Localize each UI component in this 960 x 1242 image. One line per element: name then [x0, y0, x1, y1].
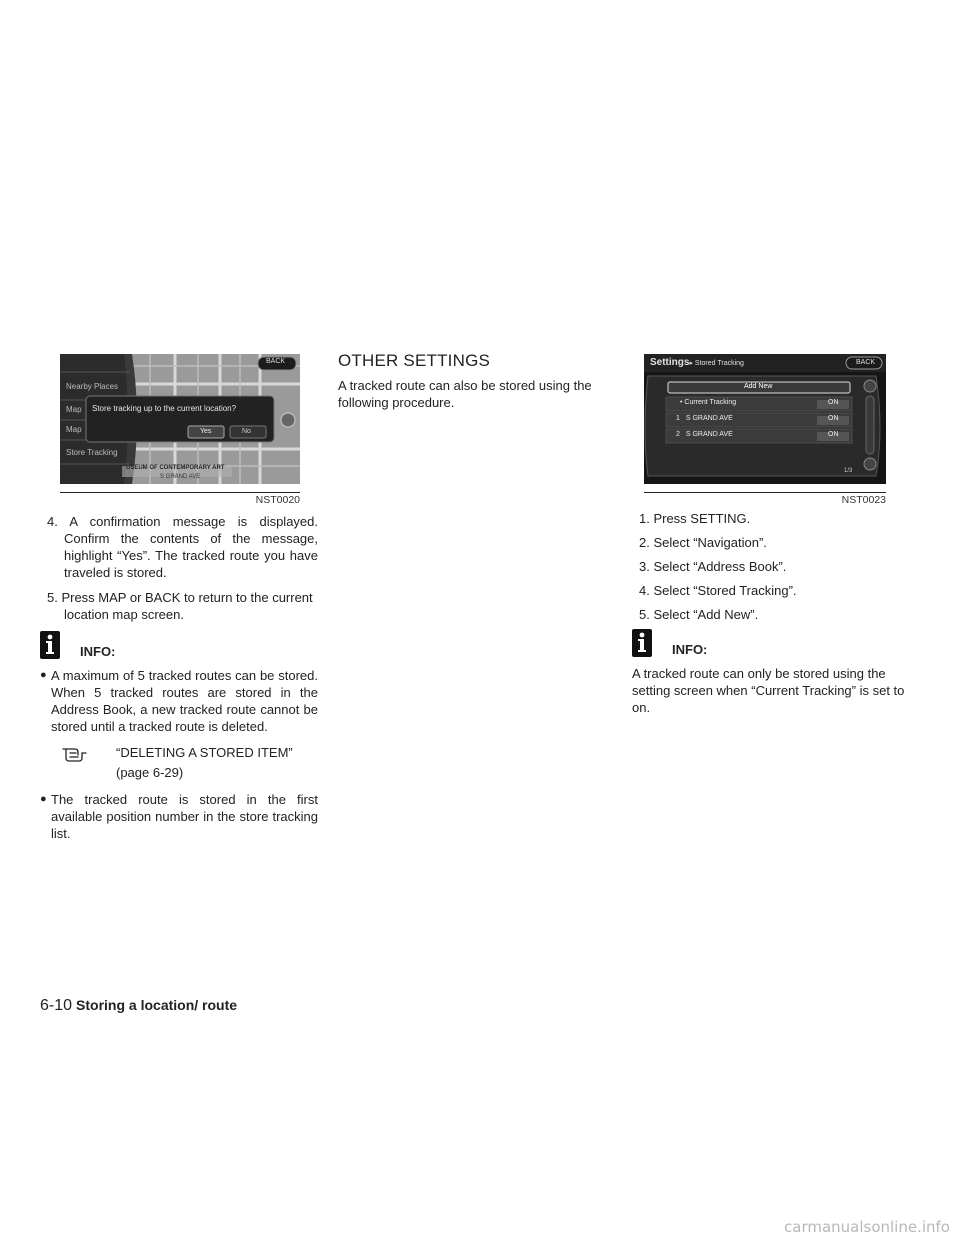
ref-page: (page 6-29)	[116, 765, 184, 780]
stored-row[interactable]	[676, 399, 856, 406]
procedure-step: 2. Select “Navigation”.	[639, 535, 767, 550]
info-bullet	[40, 667, 318, 735]
procedure-step: 4. Select “Stored Tracking”.	[639, 583, 797, 598]
settings-title	[650, 357, 744, 368]
dialog-no-button[interactable]: No	[242, 428, 251, 435]
ref-title: “DELETING A STORED ITEM”	[116, 745, 293, 760]
map-street-label: S GRAND AVE	[160, 474, 201, 480]
watermark: carmanualsonline.info	[784, 1218, 950, 1236]
map-poi-label: USEUM OF CONTEMPORARY ART	[126, 465, 225, 471]
settings-subtitle: ▸ Stored Tracking	[689, 360, 744, 367]
middle-column	[338, 352, 614, 411]
figure-stored-tracking-screen	[644, 354, 886, 484]
ref-text	[116, 743, 293, 783]
bullet-icon: ●	[40, 793, 47, 805]
row-label: • Current Tracking	[680, 399, 737, 406]
right-column	[632, 510, 910, 716]
procedure-step: 5. Select “Add New”.	[639, 607, 759, 622]
row-toggle[interactable]: ON	[828, 415, 839, 422]
info-text: A tracked route can only be stored using the setting screen when “Current Tracking” is set to on.	[632, 666, 905, 715]
section-heading: OTHER SETTINGS	[338, 351, 491, 370]
stored-row[interactable]	[676, 415, 856, 422]
info-label: INFO:	[672, 642, 708, 657]
dialog-message: Store tracking up to the current location?	[92, 404, 237, 413]
section-intro: A tracked route can also be stored using the following procedure.	[338, 378, 592, 410]
map-menu-item[interactable]: Map	[66, 405, 82, 414]
left-column	[40, 513, 318, 850]
row-label: S GRAND AVE	[685, 431, 733, 438]
step-5: 5. Press MAP or BACK to return to the current location map screen.	[47, 590, 313, 622]
info-heading	[40, 631, 318, 661]
figure-caption: NST0020	[60, 492, 300, 506]
bullet-icon: ●	[40, 669, 47, 681]
info-bullet	[40, 791, 318, 842]
page-footer	[40, 997, 237, 1015]
bullet-text: A maximum of 5 tracked routes can be stored. When 5 tracked routes are stored in the Address Book, a new tracked route cannot be stored until a tracked route is deleted.	[51, 668, 318, 734]
figure-store-tracking-dialog	[60, 354, 300, 484]
map-menu-item[interactable]: Nearby Places	[66, 382, 119, 391]
page-indicator: 1/3	[844, 468, 853, 474]
figure-caption: NST0023	[644, 492, 886, 506]
row-number: 2	[676, 431, 680, 438]
procedure-step: 3. Select “Address Book”.	[639, 559, 787, 574]
chapter-title: Storing a location/ route	[76, 997, 238, 1013]
row-label: S GRAND AVE	[685, 415, 733, 422]
step-4: 4. A confirmation message is displayed. Confirm the contents of the message, highlight “Yes”. The tracked route you have traveled is stored.	[47, 514, 318, 580]
row-toggle[interactable]: ON	[828, 431, 839, 438]
info-icon	[632, 629, 652, 657]
settings-title-text: Settings	[650, 357, 690, 368]
settings-back-button[interactable]: BACK	[856, 359, 876, 366]
row-toggle[interactable]: ON	[828, 399, 839, 406]
page-number: 6-10	[40, 997, 73, 1014]
stored-row[interactable]	[676, 431, 856, 438]
map-back-button[interactable]: BACK	[266, 358, 286, 365]
info-heading	[632, 629, 910, 659]
procedure-step: 1. Press SETTING.	[639, 511, 751, 526]
pointing-hand-icon	[62, 743, 88, 763]
dialog-yes-button[interactable]: Yes	[200, 428, 212, 435]
info-icon	[40, 631, 60, 659]
row-number: 1	[676, 415, 680, 422]
bullet-text: The tracked route is stored in the first available position number in the store tracking list.	[51, 792, 318, 841]
map-menu-item[interactable]: Store Tracking	[66, 448, 118, 457]
info-label: INFO:	[80, 644, 116, 659]
cross-reference[interactable]	[40, 743, 318, 783]
add-new-button[interactable]: Add New	[744, 383, 773, 390]
map-menu-item[interactable]: Map	[66, 425, 82, 434]
